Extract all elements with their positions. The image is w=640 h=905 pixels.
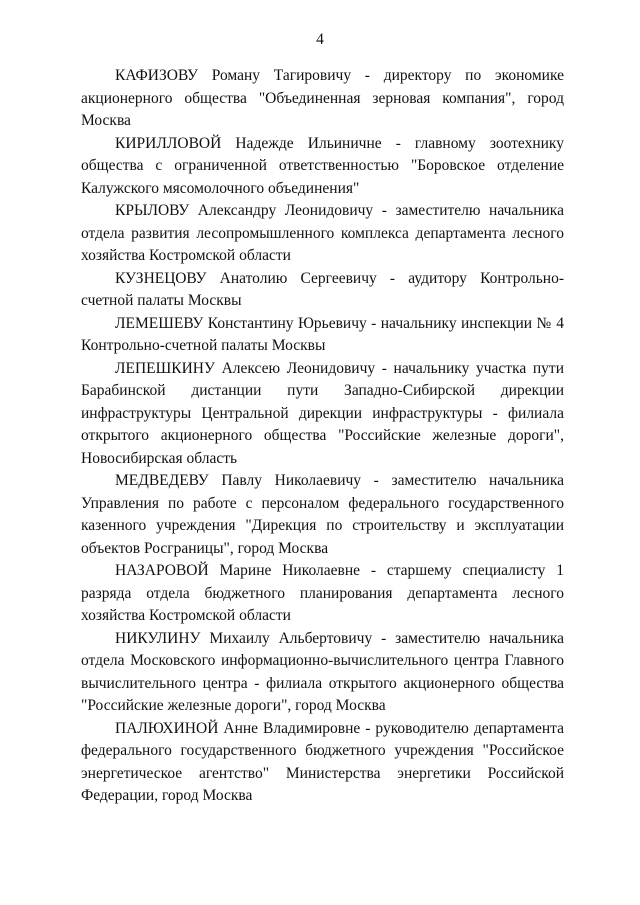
award-list: [81, 65, 564, 808]
list-item: ЛЕМЕШЕВУ Константину Юрьевичу - начальнику инспекции № 4 Контрольно-счетной палаты Москвы: [81, 314, 564, 354]
list-item: МЕДВЕДЕВУ Павлу Николаевичу - заместителю начальника Управления по работе с персоналом федерального государственного казенного учреждения "Дирекция по строительству и эксплуатации объектов Росграницы", город Москва: [81, 472, 564, 557]
list-item: НИКУЛИНУ Михаилу Альбертовичу - заместителю начальника отдела Московского информационно-вычислительного центра Главного вычислительного центра - филиала открытого акционерного общества "Российские железные дороги", город Москва: [81, 629, 564, 714]
list-item: КРЫЛОВУ Александру Леонидовичу - заместителю начальника отдела развития лесопромышленного комплекса департамента лесного хозяйства Костромской области: [81, 202, 564, 264]
list-item: НАЗАРОВОЙ Марине Николаевне - старшему специалисту 1 разряда отдела бюджетного планирования департамента лесного хозяйства Костромской области: [81, 562, 564, 624]
list-item: ЛЕПЕШКИНУ Алексею Леонидовичу - начальнику участка пути Барабинской дистанции пути Западно-Сибирской дирекции инфраструктуры Центральной дирекции инфраструктуры - филиала открытого акционерного общества "Российские железные дороги", Новосибирская область: [81, 359, 564, 467]
list-item: КИРИЛЛОВОЙ Надежде Ильиничне - главному зоотехнику общества с ограниченной ответственностью "Боровское отделение Калужского мясомолочного объединения": [81, 134, 564, 197]
list-item: КУЗНЕЦОВУ Анатолию Сергеевичу - аудитору Контрольно-счетной палаты Москвы: [81, 269, 564, 309]
list-item: КАФИЗОВУ Роману Тагировичу - директору по экономике акционерного общества "Объединенная зерновая компания", город Москва: [81, 67, 564, 129]
page-number: 4: [316, 31, 324, 48]
list-item: ПАЛЮХИНОЙ Анне Владимировне - руководителю департамента федерального государственного бюджетного учреждения "Российское энергетическое агентство" Министерства энергетики Российской Федерации, город Москва: [81, 719, 564, 804]
